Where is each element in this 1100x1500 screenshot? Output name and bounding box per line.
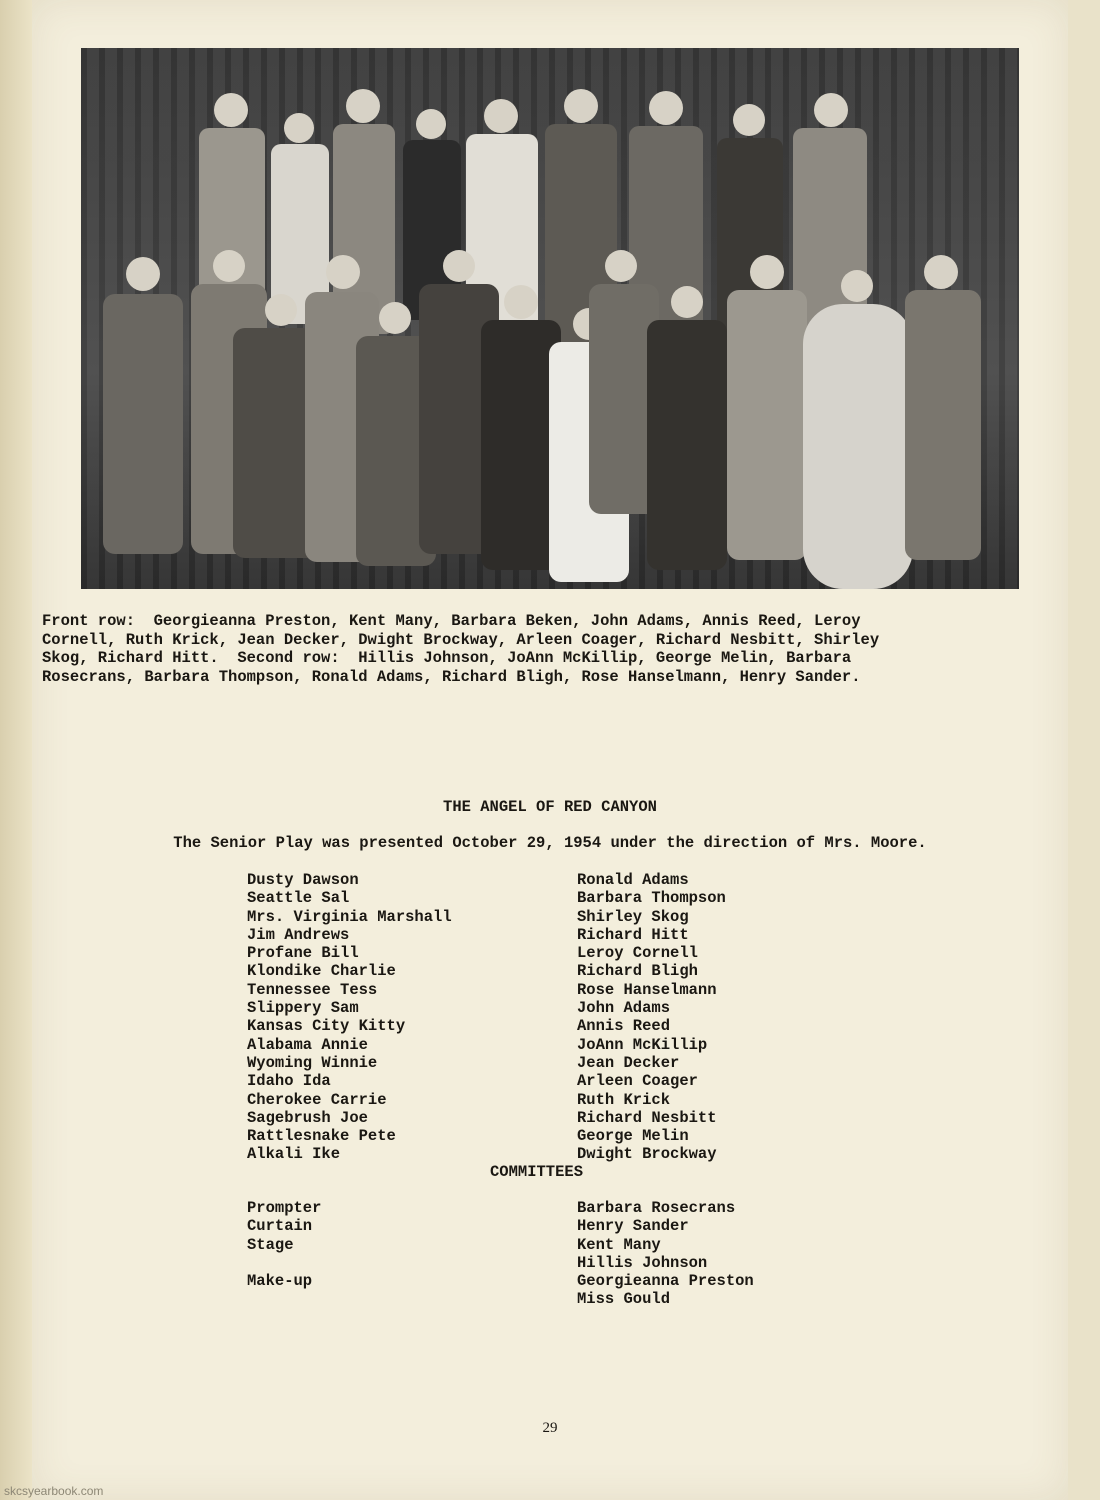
committees-list: [247, 1199, 847, 1309]
role-name: Klondike Charlie: [247, 962, 396, 981]
cast-row: [247, 1036, 847, 1054]
role-name: Slippery Sam: [247, 999, 359, 1018]
committee-member: Barbara Rosecrans: [577, 1199, 736, 1217]
actor-name: Rose Hanselmann: [577, 980, 717, 999]
cast-row: [247, 1072, 847, 1090]
cast-row: [247, 944, 847, 962]
committee-member: Kent Many: [577, 1235, 661, 1254]
committee-role: Curtain: [247, 1217, 313, 1236]
role-name: Wyoming Winnie: [247, 1053, 378, 1072]
cast-row: [247, 1054, 847, 1072]
role-name: Sagebrush Joe: [247, 1108, 368, 1127]
committees-heading: COMMITTEES: [490, 1163, 584, 1181]
actor-name: Annis Reed: [577, 1017, 671, 1036]
actor-name: Ruth Krick: [577, 1090, 671, 1109]
actor-name: Ronald Adams: [577, 871, 689, 889]
cast-photo-illustration: [81, 48, 1019, 589]
actor-name: Barbara Thompson: [577, 889, 726, 908]
actor-name: Leroy Cornell: [577, 944, 698, 963]
committee-role: Stage: [247, 1235, 294, 1254]
committee-role: Prompter: [247, 1199, 322, 1217]
committee-row: [247, 1254, 847, 1272]
play-intro: The Senior Play was presented October 29, 1954 under the direction of Mrs. Moore.: [173, 834, 927, 852]
committee-role: Make-up: [247, 1272, 313, 1291]
role-name: Rattlesnake Pete: [247, 1127, 396, 1146]
role-name: Alkali Ike: [247, 1145, 341, 1164]
cast-group-photo: [81, 48, 1019, 589]
committee-row: [247, 1217, 847, 1235]
committee-member: Henry Sander: [577, 1217, 689, 1236]
cast-list: [247, 871, 847, 1164]
cast-row: [247, 981, 847, 999]
cast-row: [247, 999, 847, 1017]
role-name: Idaho Ida: [247, 1072, 331, 1091]
cast-row: [247, 908, 847, 926]
role-name: Jim Andrews: [247, 925, 350, 944]
role-name: Mrs. Virginia Marshall: [247, 907, 452, 926]
photo-caption: Front row: Georgieanna Preston, Kent Many, Barbara Beken, John Adams, Annis Reed, Leroy Cornell, Ruth Krick, Jean Decker, Dwight Brockway, Arleen Coager, Richard Nesbitt, Shirley Skog, Richard Hitt. Second row: Hillis Johnson, JoAnn McKillip, George Melin, Barbara Rosecrans, Barbara Thompson, Ronald Adams, Richard Bligh, Rose Hanselmann, Henry Sander.: [42, 612, 880, 686]
role-name: Dusty Dawson: [247, 871, 359, 889]
role-name: Cherokee Carrie: [247, 1090, 387, 1109]
actor-name: Richard Hitt: [577, 925, 689, 944]
actor-name: George Melin: [577, 1127, 689, 1146]
cast-row: [247, 871, 847, 889]
actor-name: Richard Nesbitt: [577, 1108, 717, 1127]
committee-member: Georgieanna Preston: [577, 1272, 754, 1291]
role-name: Profane Bill: [247, 944, 359, 963]
role-name: Kansas City Kitty: [247, 1017, 406, 1036]
committee-member: Hillis Johnson: [577, 1253, 708, 1272]
cast-row: [247, 1091, 847, 1109]
actor-name: Richard Bligh: [577, 962, 698, 981]
cast-row: [247, 1127, 847, 1145]
role-name: Seattle Sal: [247, 889, 350, 908]
actor-name: Shirley Skog: [577, 907, 689, 926]
cast-row: [247, 1109, 847, 1127]
watermark: skcsyearbook.com: [4, 1484, 104, 1498]
actor-name: Jean Decker: [577, 1053, 680, 1072]
play-title: THE ANGEL OF RED CANYON: [443, 798, 657, 816]
actor-name: John Adams: [577, 999, 671, 1018]
role-name: Alabama Annie: [247, 1035, 368, 1054]
role-name: Tennessee Tess: [247, 980, 378, 999]
committee-row: [247, 1199, 847, 1217]
committee-member: Miss Gould: [577, 1290, 671, 1309]
actor-name: JoAnn McKillip: [577, 1035, 708, 1054]
cast-row: [247, 926, 847, 944]
actor-name: Arleen Coager: [577, 1072, 698, 1091]
cast-row: [247, 889, 847, 907]
cast-row: [247, 1145, 847, 1163]
actor-name: Dwight Brockway: [577, 1145, 717, 1164]
committee-row: [247, 1272, 847, 1290]
committee-row: [247, 1236, 847, 1254]
cast-row: [247, 962, 847, 980]
committee-row: [247, 1290, 847, 1308]
page-number: 29: [542, 1420, 558, 1436]
cast-row: [247, 1017, 847, 1035]
page-binding-edge: [0, 0, 32, 1500]
